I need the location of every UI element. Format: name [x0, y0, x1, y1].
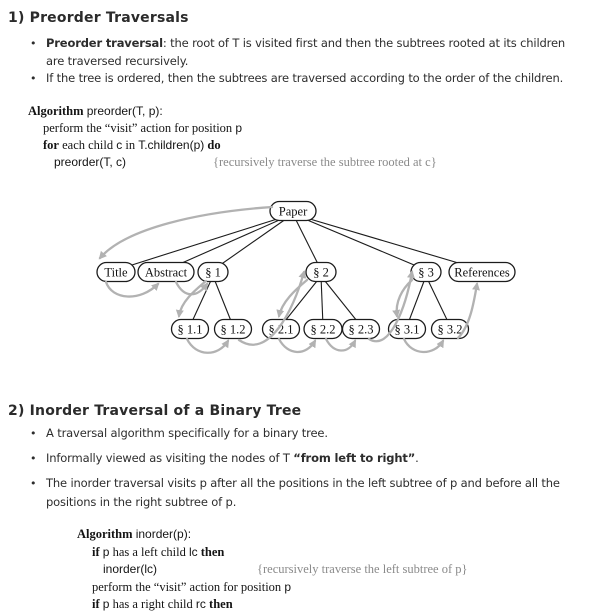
traversal-arrow	[404, 339, 443, 352]
text-segment: for	[43, 138, 59, 152]
text-segment: are traversed recursively.	[46, 53, 189, 68]
text-segment: perform the “visit” action for position	[92, 579, 285, 594]
bullet-text	[46, 424, 595, 443]
node-label: Paper	[278, 204, 308, 219]
text-segment: inorder(lc)	[103, 562, 158, 576]
section1-bullets	[30, 35, 595, 88]
node-label: § 2.2	[310, 322, 336, 337]
tree-node-paper	[270, 202, 316, 221]
bullet-item	[30, 70, 595, 88]
tree-node-s1-1	[172, 320, 209, 339]
text-segment: has a right child	[109, 597, 196, 611]
bullet-item	[30, 424, 595, 443]
text-segment: : the root of T is visited first and then the subtrees rooted at its children	[162, 36, 566, 50]
text-segment: if	[92, 597, 103, 611]
tree-node-s1-2	[215, 320, 252, 339]
text-segment: preorder(T, c)	[54, 155, 127, 169]
node-label: Title	[104, 265, 128, 280]
tree-node-s2	[306, 263, 336, 282]
node-label: § 3	[418, 265, 434, 280]
bullet-dot	[30, 449, 46, 468]
algorithm-line	[77, 596, 291, 614]
bullet-text	[46, 474, 595, 512]
tree-node-s3-2	[432, 320, 469, 339]
algorithm-line	[77, 544, 291, 562]
text-segment: if	[92, 544, 103, 559]
bullet-line	[46, 493, 595, 512]
text-segment: Algorithm	[77, 527, 136, 541]
bullet-text	[46, 35, 595, 70]
text-segment: The inorder traversal visits p after all the positions in the left subtree of p and before all the	[46, 476, 560, 490]
node-label: References	[454, 265, 510, 280]
algorithm-line	[77, 561, 468, 579]
tree-node-s1	[198, 263, 228, 282]
algorithm-comment: {recursively traverse the left subtree of p}	[257, 562, 468, 576]
text-segment: Informally viewed as visiting the nodes of T	[46, 451, 294, 465]
text-segment: .	[415, 451, 419, 465]
bullet-line	[46, 70, 595, 88]
text-segment: in	[122, 138, 139, 152]
text-segment: rc	[195, 597, 206, 611]
algorithm-line	[28, 103, 242, 120]
bullet-item	[30, 474, 595, 512]
bullet-dot	[30, 474, 46, 512]
text-segment: inorder(p):	[135, 527, 192, 541]
algorithm-line	[28, 154, 437, 171]
section2-heading: 2) Inorder Traversal of a Binary Tree	[8, 403, 302, 419]
text-segment: p	[284, 579, 291, 594]
algorithm-preorder	[28, 101, 437, 171]
traversal-arrow	[326, 339, 355, 351]
algorithm-line	[28, 137, 242, 154]
bullet-dot	[30, 35, 46, 70]
text-segment: preorder(T, p):	[86, 104, 163, 118]
tree-node-s3	[411, 263, 441, 282]
node-label: § 2.1	[268, 322, 294, 337]
text-segment: p	[235, 121, 242, 135]
node-label: § 1.2	[220, 322, 246, 337]
bullet-text	[46, 70, 595, 88]
tree-node-s2-2	[304, 320, 342, 339]
tree-node-s2-3	[343, 320, 380, 339]
bullet-line	[46, 474, 595, 493]
text-segment: lc	[188, 544, 198, 559]
text-segment: has a left child	[109, 544, 189, 559]
tree-node-abstract	[138, 263, 194, 282]
text-segment: then	[197, 544, 225, 559]
bullet-line	[46, 449, 595, 468]
bullet-dot	[30, 424, 46, 443]
bullet-item	[30, 35, 595, 70]
algorithm-line	[77, 579, 291, 597]
text-segment: T.children(p)	[138, 138, 205, 152]
bullet-line	[46, 35, 595, 53]
tree-node-references	[449, 263, 515, 282]
text-segment: then	[205, 597, 233, 611]
node-label: § 1	[205, 265, 221, 280]
bullet-text	[46, 449, 595, 468]
algorithm-line	[77, 526, 291, 544]
text-segment: Algorithm	[28, 104, 87, 118]
text-segment: p	[102, 544, 110, 559]
node-label: § 1.1	[177, 322, 203, 337]
traversal-arrow	[187, 339, 228, 353]
text-segment: Preorder traversal	[46, 36, 163, 50]
algorithm-inorder	[77, 521, 468, 614]
text-segment: “from left to right”	[293, 451, 416, 465]
text-segment: A traversal algorithm specifically for a binary tree.	[46, 426, 328, 440]
bullet-dot	[30, 70, 46, 88]
traversal-arrow	[106, 282, 158, 297]
bullet-line	[46, 424, 595, 443]
algorithm-comment: {recursively traverse the subtree rooted at c}	[213, 155, 437, 169]
bullet-line	[46, 53, 595, 71]
traversal-arrow	[279, 339, 315, 352]
node-label: § 3.1	[394, 322, 420, 337]
node-label: § 3.2	[437, 322, 463, 337]
algorithm-line	[28, 120, 242, 137]
text-segment: perform the “visit” action for position	[43, 121, 236, 135]
node-label: Abstract	[144, 265, 188, 280]
node-label: § 2.3	[348, 322, 374, 337]
node-label: § 2	[313, 265, 329, 280]
traversal-arrow	[179, 281, 206, 316]
section2-bullets	[30, 424, 595, 518]
preorder-tree-diagram	[60, 190, 540, 395]
section1-heading: 1) Preorder Traversals	[8, 10, 189, 26]
text-segment: p	[102, 597, 110, 611]
traversal-arrow	[100, 207, 272, 258]
text-segment: positions in the right subtree of p.	[46, 495, 237, 509]
text-segment: each child	[58, 138, 117, 152]
tree-node-title	[97, 263, 135, 282]
text-segment: If the tree is ordered, then the subtrees are traversed according to the order of the children.	[46, 71, 564, 85]
bullet-item	[30, 449, 595, 468]
text-segment: do	[207, 138, 221, 152]
tree-node-s2-1	[263, 320, 300, 339]
text-segment: c	[116, 138, 123, 152]
